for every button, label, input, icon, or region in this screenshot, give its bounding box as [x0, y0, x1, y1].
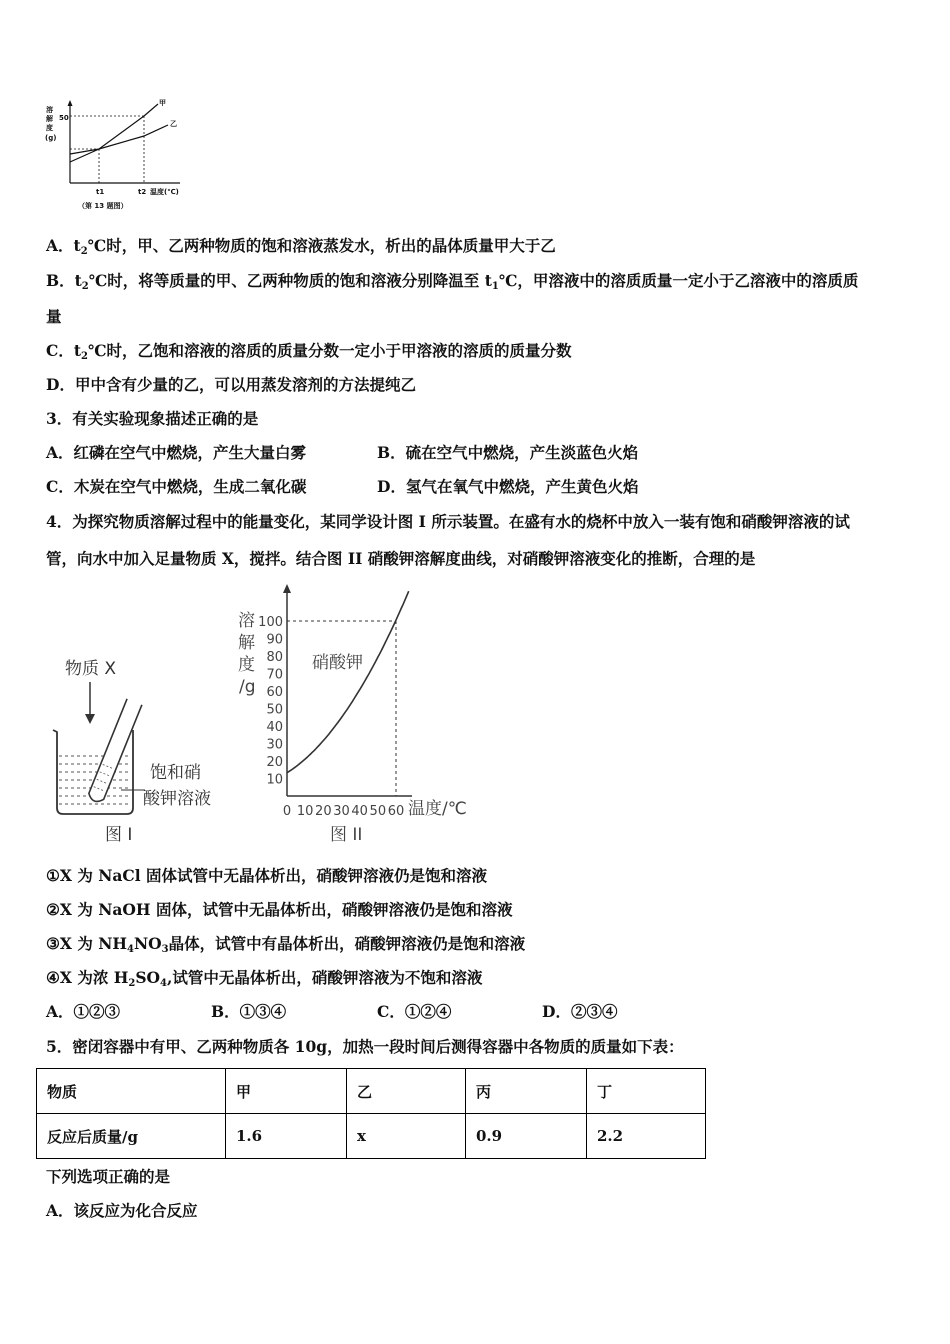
fig13-xtick-t1: t1 — [96, 188, 105, 196]
fig2-ytick: 10 — [266, 772, 283, 788]
fig2-xtick: 30 — [333, 804, 350, 819]
fig13-ylabel-1: 溶 — [46, 106, 53, 114]
fig2-ytick: 50 — [266, 702, 283, 718]
figure-2-kno3-solubility-graph — [232, 582, 472, 844]
table-header-cell: 物质 — [37, 1069, 226, 1114]
figure-1-apparatus — [45, 650, 235, 850]
q13-option-b-cont: 量 — [46, 307, 62, 326]
fig2-xtick: 40 — [351, 804, 368, 819]
q4-statement-1: ①X 为 NaCl 固体试管中无晶体析出，硝酸钾溶液仍是饱和溶液 — [46, 866, 488, 885]
q4-stem-line2: 管，向水中加入足量物质 X，搅拌。结合图 II 硝酸钾溶解度曲线，对硝酸钾溶液变化的推断，合理的是 — [46, 549, 756, 568]
fig1-substance-x-label: 物质 X — [65, 659, 117, 679]
q4-option-d: D．②③④ — [542, 1002, 618, 1021]
fig2-xtick: 0 — [282, 804, 292, 819]
table-cell: 1.6 — [226, 1114, 347, 1159]
table-cell: x — [347, 1114, 466, 1159]
table-cell: 2.2 — [587, 1114, 706, 1159]
fig13-ylabel-4: (g) — [45, 134, 57, 142]
fig1-solution-label-2: 酸钾溶液 — [143, 789, 211, 809]
table-header-cell: 丙 — [466, 1069, 587, 1114]
fig2-ytick: 90 — [266, 632, 283, 648]
q4-statement-2: ②X 为 NaOH 固体，试管中无晶体析出，硝酸钾溶液仍是饱和溶液 — [46, 900, 513, 919]
fig13-curve-jia — [70, 104, 158, 162]
table-cell: 0.9 — [466, 1114, 587, 1159]
fig2-ytick: 100 — [258, 615, 283, 630]
fig2-curve-label: 硝酸钾 — [312, 653, 363, 673]
fig1-solution-label-1: 饱和硝 — [150, 763, 201, 783]
table-header-cell: 甲 — [226, 1069, 347, 1114]
q3-stem: 3．有关实验现象描述正确的是 — [46, 409, 259, 428]
q4-option-a: A．①②③ — [46, 1002, 121, 1021]
fig1-caption: 图 I — [105, 825, 133, 845]
table-header-cell: 乙 — [347, 1069, 466, 1114]
fig13-series-yi: 乙 — [170, 120, 177, 128]
fig2-ytick: 70 — [266, 667, 283, 683]
fig2-ytick: 20 — [266, 755, 283, 770]
fig2-xtick: 50 — [369, 804, 387, 819]
q13-option-c: C．$t_2℃$时，乙饱和溶液的溶质的质量分数一定小于甲溶液的溶质的质量分数 — [46, 341, 572, 362]
table-header-cell: 丁 — [587, 1069, 706, 1114]
fig2-ytick: 60 — [266, 685, 283, 700]
fig13-ylabel-2: 解 — [46, 115, 53, 123]
q5-option-a: A．该反应为化合反应 — [46, 1201, 198, 1220]
q13-option-d: D．甲中含有少量的乙，可以用蒸发溶剂的方法提纯乙 — [46, 375, 416, 394]
q3-option-b: B．硫在空气中燃烧，产生淡蓝色火焰 — [377, 443, 639, 462]
q4-option-b: B．①③④ — [211, 1002, 287, 1021]
fig2-curve-kno3 — [287, 591, 409, 773]
fig2-xtick: 20 — [315, 804, 332, 819]
fig2-ylabel-4: /g — [239, 677, 256, 697]
q4-stem-line1: 4．为探究物质溶解过程中的能量变化，某同学设计图 I 所示装置。在盛有水的烧杯中放入一装有饱和硝酸钾溶液的试 — [46, 512, 850, 531]
q5-after-text: 下列选项正确的是 — [46, 1167, 171, 1186]
table-row — [37, 1114, 706, 1159]
table-row — [37, 1069, 706, 1114]
fig13-curve-yi — [70, 125, 168, 154]
q13-option-b: B．$t_2℃$时，将等质量的甲、乙两种物质的饱和溶液分别降温至 $t_1℃$，甲溶液中的溶质质量一定小于乙溶液中的溶质质 — [46, 271, 859, 292]
fig13-ytick-50: 50 — [59, 114, 69, 122]
q5-mass-table — [36, 1068, 706, 1159]
fig2-ytick: 80 — [266, 650, 283, 665]
fig13-xtick-t2: t2 — [138, 188, 147, 196]
fig2-ylabel-1: 溶 — [238, 611, 255, 631]
table-cell: 反应后质量/g — [37, 1114, 226, 1159]
q3-option-a: A．红磷在空气中燃烧，产生大量白雾 — [46, 443, 307, 462]
fig2-ytick: 30 — [266, 737, 283, 753]
fig2-xtick: 60 — [387, 804, 405, 819]
fig13-caption: （第 13 题图） — [78, 202, 128, 210]
q5-stem: 5．密闭容器中有甲、乙两种物质各 10g，加热一段时间后测得容器中各物质的质量如下表： — [46, 1037, 684, 1056]
figure-13-solubility-graph — [40, 95, 200, 215]
fig13-series-jia: 甲 — [159, 99, 166, 107]
fig2-ytick: 40 — [266, 720, 283, 735]
fig2-ylabel-2: 解 — [238, 633, 255, 653]
fig2-caption: 图 II — [330, 825, 363, 844]
fig2-ylabel-3: 度 — [238, 655, 255, 675]
q4-statement-4: ④X 为浓 $H_2SO_4$,试管中无晶体析出，硝酸钾溶液为不饱和溶液 — [46, 968, 483, 989]
fig2-xtick: 10 — [296, 804, 314, 819]
q13-option-a: A．$t_2℃$时，甲、乙两种物质的饱和溶液蒸发水，析出的晶体质量甲大于乙 — [46, 236, 556, 257]
q3-option-d: D．氢气在氧气中燃烧，产生黄色火焰 — [377, 477, 639, 496]
q4-statement-3: ③X 为 $NH_4NO_3$晶体，试管中有晶体析出，硝酸钾溶液仍是饱和溶液 — [46, 934, 526, 955]
fig13-ylabel-3: 度 — [46, 124, 53, 132]
fig2-xlabel: 温度/℃ — [408, 799, 467, 819]
fig13-xlabel: 温度(℃) — [150, 188, 179, 196]
q4-option-c: C．①②④ — [377, 1002, 452, 1021]
q3-option-c: C．木炭在空气中燃烧，生成二氧化碳 — [46, 477, 307, 496]
